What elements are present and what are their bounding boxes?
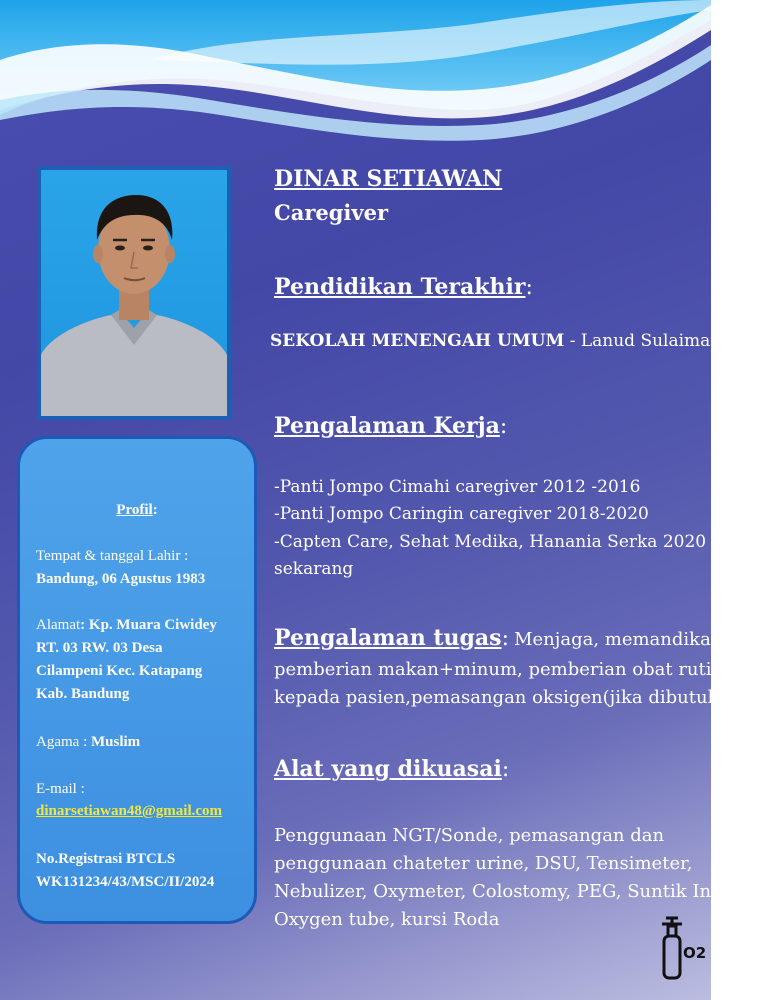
duties-heading: Pengalaman tugas — [274, 625, 502, 651]
experience-item: -Panti Jompo Cimahi caregiver 2012 -2016 — [274, 477, 641, 497]
person-name: DINAR SETIAWAN — [274, 166, 503, 192]
address-value-1: : Kp. Muara Ciwidey — [80, 617, 217, 633]
tools-heading: Alat yang dikuasai: — [274, 756, 510, 782]
tools-text: Penggunaan NGT/Sonde, pemasangan dan — [274, 825, 665, 846]
wave-header-decoration — [0, 0, 711, 160]
person-role: Caregiver — [274, 200, 389, 225]
address-line-4: Kab. Bandung — [36, 686, 130, 702]
duties-text: pemberian makan+minum, pemberian obat rutin — [274, 659, 724, 680]
profile-title: Profil: — [116, 502, 158, 518]
religion-value: Muslim — [87, 734, 141, 750]
address-line-1 — [36, 615, 217, 635]
duties-text: kepada pasien,pemasangan oksigen(jika dibutuhkan) — [274, 687, 760, 708]
registration-label: No.Registrasi BTCLS — [36, 851, 176, 867]
education-school: SEKOLAH MENENGAH UMUM - Lanud Sulaiman — [270, 331, 722, 351]
education-heading: Pendidikan Terakhir: — [274, 274, 533, 300]
tools-text: Nebulizer, Oxymeter, Colostomy, PEG, Suntik Insulin, — [274, 881, 761, 902]
address-label: Alamat — [36, 617, 81, 633]
profile-card — [17, 436, 257, 924]
person-portrait-icon — [41, 170, 227, 416]
oxygen-tank-icon — [656, 914, 706, 980]
experience-heading: Pengalaman Kerja: — [274, 413, 508, 439]
photo-frame — [37, 166, 231, 420]
tools-text: penggunaan chateter urine, DSU, Tensimeter, — [274, 853, 693, 874]
experience-item: -Panti Jompo Caringin caregiver 2018-2020 — [274, 504, 649, 524]
address-line-3: Cilampeni Kec. Katapang — [36, 663, 203, 679]
experience-item: sekarang — [274, 559, 354, 579]
birth-label: Tempat & tanggal Lahir : — [36, 548, 189, 564]
duties-text: Menjaga, memandikan, — [514, 629, 729, 650]
birth-value: Bandung, 06 Agustus 1983 — [36, 571, 206, 587]
religion-row — [36, 732, 140, 752]
religion-label: Agama : — [36, 734, 88, 750]
profile-photo — [41, 170, 227, 416]
email-link[interactable]: dinarsetiawan48@gmail.com — [36, 803, 223, 819]
email-label: E-mail : — [36, 781, 85, 797]
address-line-2: RT. 03 RW. 03 Desa — [36, 640, 163, 656]
duties-row: Pengalaman tugas: Menjaga, memandikan, — [274, 625, 729, 651]
experience-item: -Capten Care, Sehat Medika, Hanania Serka 2020 - — [274, 532, 718, 552]
oxygen-label: O2 — [683, 944, 707, 962]
tools-text: Oxygen tube, kursi Roda — [274, 909, 500, 930]
registration-value: WK131234/43/MSC/II/2024 — [36, 874, 215, 890]
